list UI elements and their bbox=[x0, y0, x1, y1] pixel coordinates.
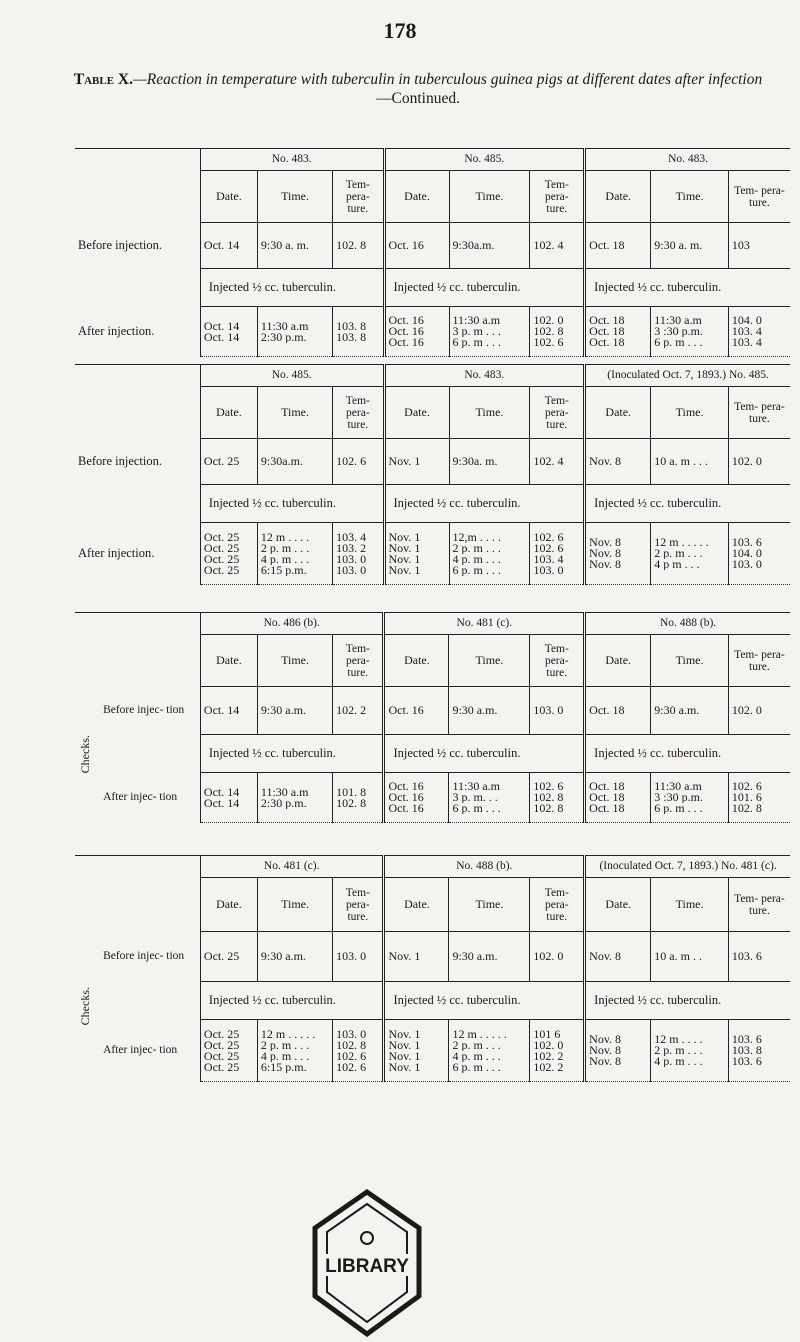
column-header-date: Date. bbox=[200, 878, 257, 932]
after-temp: 103. 4 bbox=[731, 337, 762, 348]
injected-note: Injected ½ cc. tuberculin. bbox=[585, 485, 790, 523]
after-date: Oct. 16 bbox=[388, 326, 424, 337]
after-date: Oct. 16 bbox=[388, 315, 424, 326]
column-header-date: Date. bbox=[200, 171, 257, 223]
after-time: 2 p. m . . . bbox=[452, 1039, 501, 1051]
after-time-cell bbox=[257, 1020, 332, 1082]
group-header: No. 483. bbox=[585, 149, 790, 171]
after-time: 2 p. m . . . bbox=[452, 542, 501, 554]
group-header: No. 488 (b). bbox=[384, 856, 585, 878]
section-table-1 bbox=[75, 148, 790, 357]
before-time: 9:30a.m. bbox=[257, 439, 332, 485]
after-temp: 103. 0 bbox=[336, 553, 367, 565]
column-header-date: Date. bbox=[384, 635, 449, 687]
injected-note: Injected ½ cc. tuberculin. bbox=[200, 735, 384, 773]
checks-label: Checks. bbox=[78, 735, 92, 774]
after-date-cell bbox=[200, 1020, 257, 1082]
after-date: Nov. 1 bbox=[388, 1039, 421, 1051]
after-time: 4 p. m . . . bbox=[452, 1050, 501, 1062]
after-time: 2 p. m . . . bbox=[260, 542, 310, 554]
after-temp-cell bbox=[728, 523, 790, 585]
after-time: 12 m . . . . . bbox=[260, 1028, 316, 1040]
after-temp: 103. 8 bbox=[336, 320, 367, 332]
after-date: Oct. 18 bbox=[589, 337, 625, 348]
before-date: Oct. 14 bbox=[200, 687, 257, 735]
after-date: Oct. 16 bbox=[388, 792, 424, 803]
after-temp-cell bbox=[530, 773, 585, 823]
after-temp: 103. 6 bbox=[731, 1034, 762, 1045]
after-temp: 103. 8 bbox=[336, 331, 367, 343]
after-date: Oct. 18 bbox=[589, 326, 625, 337]
after-temp: 102. 6 bbox=[533, 542, 564, 554]
after-temp-cell bbox=[728, 1020, 790, 1082]
after-time: 11:30 a.m bbox=[260, 320, 309, 332]
injected-note: Injected ½ cc. tuberculin. bbox=[200, 485, 384, 523]
column-header-temp: Tem- pera- ture. bbox=[728, 635, 790, 687]
before-injection-label: Before injec- tion bbox=[100, 687, 200, 735]
group-header: (Inoculated Oct. 7, 1893.) No. 485. bbox=[585, 365, 790, 387]
injected-note: Injected ½ cc. tuberculin. bbox=[585, 735, 790, 773]
after-date: Oct. 18 bbox=[589, 781, 625, 792]
after-time-cell bbox=[651, 773, 729, 823]
after-temp: 102. 6 bbox=[731, 781, 762, 792]
title-tail: —Continued. bbox=[376, 90, 460, 107]
column-header-time: Time. bbox=[257, 387, 332, 439]
before-time: 9:30a.m. bbox=[449, 223, 530, 269]
after-time: 12 m . . . . . bbox=[654, 537, 709, 548]
before-temp: 102. 2 bbox=[333, 687, 384, 735]
after-date: Oct. 25 bbox=[203, 542, 240, 554]
after-date: Oct. 25 bbox=[203, 1039, 240, 1051]
injected-note: Injected ½ cc. tuberculin. bbox=[384, 485, 585, 523]
after-date: Nov. 1 bbox=[388, 564, 421, 576]
after-time: 6 p. m . . . bbox=[452, 564, 501, 576]
after-date: Oct. 25 bbox=[203, 564, 240, 576]
group-header: No. 486 (b). bbox=[200, 613, 384, 635]
before-temp: 102. 0 bbox=[728, 439, 790, 485]
after-temp: 102. 2 bbox=[533, 1061, 564, 1073]
group-header: No. 485. bbox=[200, 365, 384, 387]
after-time: 6:15 p.m. bbox=[260, 1061, 307, 1073]
after-date: Nov. 1 bbox=[388, 531, 421, 543]
after-time: 2 p. m . . . bbox=[260, 1039, 310, 1051]
column-header-temp: Tem- pera- ture. bbox=[333, 171, 384, 223]
after-date-cell bbox=[384, 1020, 449, 1082]
after-temp: 102. 8 bbox=[533, 792, 564, 803]
column-header-temp: Tem- pera- ture. bbox=[333, 878, 384, 932]
column-header-temp: Tem- pera- ture. bbox=[728, 171, 790, 223]
before-date: Oct. 18 bbox=[585, 223, 651, 269]
checks-label: Checks. bbox=[78, 987, 92, 1026]
before-temp: 103 bbox=[728, 223, 790, 269]
injected-note: Injected ½ cc. tuberculin. bbox=[585, 982, 790, 1020]
column-header-date: Date. bbox=[384, 171, 449, 223]
after-temp: 103. 0 bbox=[336, 564, 367, 576]
after-date: Nov. 1 bbox=[388, 542, 421, 554]
after-time: 4 p. m . . . bbox=[452, 553, 501, 565]
after-temp-cell bbox=[728, 307, 790, 357]
group-header: No. 483. bbox=[200, 149, 384, 171]
after-time: 6 p. m . . . bbox=[452, 337, 501, 348]
before-injection-label: Before injection. bbox=[75, 439, 200, 485]
after-date: Oct. 25 bbox=[203, 1050, 240, 1062]
before-temp: 102. 4 bbox=[530, 223, 585, 269]
after-date: Oct. 16 bbox=[388, 781, 424, 792]
after-time: 12 m . . . . bbox=[654, 1034, 703, 1045]
after-time: 3 :30 p.m. bbox=[654, 326, 703, 337]
after-temp: 101. 6 bbox=[731, 792, 762, 803]
after-temp-cell bbox=[333, 307, 384, 357]
after-date: Oct. 14 bbox=[203, 331, 240, 343]
before-date: Oct. 14 bbox=[200, 223, 257, 269]
after-temp: 102. 8 bbox=[533, 326, 564, 337]
before-date: Oct. 16 bbox=[384, 687, 449, 735]
section-table-3 bbox=[75, 612, 790, 823]
before-time: 9:30 a.m. bbox=[449, 932, 530, 982]
after-temp: 102. 2 bbox=[533, 1050, 564, 1062]
after-temp: 102. 8 bbox=[731, 803, 762, 814]
column-header-temp: Tem- pera- ture. bbox=[728, 387, 790, 439]
after-date: Oct. 14 bbox=[203, 797, 240, 809]
after-time: 12 m . . . . . bbox=[452, 1028, 507, 1040]
group-header: No. 488 (b). bbox=[585, 613, 790, 635]
column-header-time: Time. bbox=[651, 387, 729, 439]
column-header-time: Time. bbox=[257, 171, 332, 223]
page-number: 178 bbox=[383, 18, 417, 43]
after-temp: 102. 6 bbox=[533, 781, 564, 792]
after-date: Oct. 14 bbox=[203, 320, 240, 332]
after-date: Nov. 1 bbox=[388, 1061, 421, 1073]
after-time-cell bbox=[449, 307, 530, 357]
after-temp: 102. 6 bbox=[336, 1061, 367, 1073]
column-header-time: Time. bbox=[449, 878, 530, 932]
injected-note: Injected ½ cc. tuberculin. bbox=[384, 982, 585, 1020]
after-temp-cell bbox=[333, 773, 384, 823]
column-header-time: Time. bbox=[257, 878, 332, 932]
group-header: No. 481 (c). bbox=[200, 856, 384, 878]
after-time: 4 p. m . . . bbox=[654, 1056, 703, 1067]
after-time: 4 p. m . . . bbox=[260, 553, 310, 565]
before-time: 9:30 a. m. bbox=[651, 223, 729, 269]
after-date-cell bbox=[384, 307, 449, 357]
after-date: Nov. 8 bbox=[589, 1056, 622, 1067]
after-time: 4 p. m . . . bbox=[260, 1050, 310, 1062]
after-date-cell bbox=[585, 1020, 651, 1082]
before-time: 10 a. m . . . bbox=[651, 439, 729, 485]
after-time: 12,m . . . . bbox=[452, 531, 501, 543]
after-date: Oct. 25 bbox=[203, 553, 240, 565]
after-time: 3 p. m. . . bbox=[452, 792, 498, 803]
column-header-date: Date. bbox=[585, 171, 651, 223]
before-temp: 103. 6 bbox=[728, 932, 790, 982]
after-time: 6:15 p.m. bbox=[260, 564, 307, 576]
after-date-cell bbox=[384, 523, 449, 585]
after-temp: 102. 0 bbox=[533, 315, 564, 326]
before-temp: 102. 6 bbox=[333, 439, 384, 485]
column-header-date: Date. bbox=[200, 387, 257, 439]
after-date-cell bbox=[585, 523, 651, 585]
after-date: Nov. 8 bbox=[589, 1034, 622, 1045]
column-header-date: Date. bbox=[585, 387, 651, 439]
after-time: 3 p. m . . . bbox=[452, 326, 501, 337]
after-temp-cell bbox=[333, 1020, 384, 1082]
section-table-4 bbox=[75, 855, 790, 1082]
after-date: Oct. 14 bbox=[203, 786, 240, 798]
after-time: 3 :30 p.m. bbox=[654, 792, 703, 803]
after-time: 6 p. m . . . bbox=[654, 803, 703, 814]
section-table-2 bbox=[75, 364, 790, 585]
after-date: Nov. 1 bbox=[388, 553, 421, 565]
after-date-cell bbox=[200, 307, 257, 357]
after-time-cell bbox=[257, 307, 332, 357]
after-time-cell bbox=[449, 773, 530, 823]
after-time: 2 p. m . . . bbox=[654, 548, 703, 559]
after-time: 11:30 a.m bbox=[654, 781, 702, 792]
before-temp: 103. 0 bbox=[333, 932, 384, 982]
column-header-date: Date. bbox=[200, 635, 257, 687]
after-date: Oct. 25 bbox=[203, 1061, 240, 1073]
after-time-cell bbox=[449, 1020, 530, 1082]
after-time: 6 p. m . . . bbox=[452, 803, 501, 814]
after-temp-cell bbox=[530, 307, 585, 357]
before-time: 9:30 a.m. bbox=[651, 687, 729, 735]
before-injection-label: Before injec- tion bbox=[100, 932, 200, 982]
before-time: 9:30 a.m. bbox=[257, 932, 332, 982]
after-temp: 102. 6 bbox=[533, 337, 564, 348]
before-temp: 102. 0 bbox=[530, 932, 585, 982]
after-time: 2:30 p.m. bbox=[260, 331, 307, 343]
before-date: Oct. 25 bbox=[200, 932, 257, 982]
after-time: 6 p. m . . . bbox=[654, 337, 703, 348]
column-header-temp: Tem- pera- ture. bbox=[530, 635, 585, 687]
before-time: 9:30 a.m. bbox=[449, 687, 530, 735]
after-time: 11:30 a.m bbox=[452, 315, 501, 326]
group-header: No. 485. bbox=[384, 149, 585, 171]
before-temp: 102. 4 bbox=[530, 439, 585, 485]
column-header-date: Date. bbox=[384, 878, 449, 932]
column-header-temp: Tem- pera- ture. bbox=[333, 387, 384, 439]
after-date: Oct. 16 bbox=[388, 803, 424, 814]
after-temp: 103. 6 bbox=[731, 1056, 762, 1067]
before-temp: 102. 0 bbox=[728, 687, 790, 735]
after-date: Oct. 16 bbox=[388, 337, 424, 348]
before-date: Nov. 1 bbox=[384, 439, 449, 485]
after-temp: 104. 0 bbox=[731, 548, 762, 559]
after-time: 2 p. m . . . bbox=[654, 1045, 703, 1056]
after-time-cell bbox=[651, 307, 729, 357]
before-date: Nov. 8 bbox=[585, 932, 651, 982]
after-time: 6 p. m . . . bbox=[452, 1061, 501, 1073]
before-date: Oct. 16 bbox=[384, 223, 449, 269]
after-temp: 101 6 bbox=[533, 1028, 561, 1040]
column-header-time: Time. bbox=[449, 171, 530, 223]
after-date: Oct. 18 bbox=[589, 792, 625, 803]
injected-note: Injected ½ cc. tuberculin. bbox=[585, 269, 790, 307]
after-temp: 102. 6 bbox=[533, 531, 564, 543]
after-temp: 103. 2 bbox=[336, 542, 367, 554]
after-temp: 103. 4 bbox=[336, 531, 367, 543]
after-time: 11:30 a.m bbox=[654, 315, 702, 326]
column-header-time: Time. bbox=[449, 387, 530, 439]
before-time: 9:30 a. m. bbox=[257, 223, 332, 269]
before-time: 10 a. m . . bbox=[651, 932, 729, 982]
before-date: Nov. 8 bbox=[585, 439, 651, 485]
after-date: Nov. 8 bbox=[589, 548, 622, 559]
column-header-temp: Tem- pera- ture. bbox=[728, 878, 790, 932]
after-date: Oct. 18 bbox=[589, 803, 625, 814]
before-date: Oct. 18 bbox=[585, 687, 651, 735]
after-date: Oct. 25 bbox=[203, 1028, 240, 1040]
after-date: Nov. 1 bbox=[388, 1028, 421, 1040]
after-temp-cell bbox=[333, 523, 384, 585]
after-date-cell bbox=[200, 523, 257, 585]
after-date: Oct. 25 bbox=[203, 531, 240, 543]
column-header-time: Time. bbox=[651, 878, 729, 932]
after-time: 4 p m . . . bbox=[654, 559, 700, 570]
before-time: 9:30 a.m. bbox=[257, 687, 332, 735]
column-header-date: Date. bbox=[384, 387, 449, 439]
after-temp-cell bbox=[530, 523, 585, 585]
after-injection-label: After injec- tion bbox=[100, 1020, 200, 1082]
after-time: 2:30 p.m. bbox=[260, 797, 307, 809]
after-time-cell bbox=[651, 523, 729, 585]
after-injection-label: After injection. bbox=[75, 523, 200, 585]
column-header-time: Time. bbox=[651, 171, 729, 223]
after-date: Nov. 1 bbox=[388, 1050, 421, 1062]
injected-note: Injected ½ cc. tuberculin. bbox=[384, 269, 585, 307]
group-header: No. 481 (c). bbox=[384, 613, 585, 635]
before-temp: 102. 8 bbox=[333, 223, 384, 269]
after-time: 11:30 a.m bbox=[452, 781, 500, 792]
after-date-cell bbox=[200, 773, 257, 823]
title-lead: Table X. bbox=[73, 71, 133, 88]
before-date: Oct. 25 bbox=[200, 439, 257, 485]
injected-note: Injected ½ cc. tuberculin. bbox=[384, 735, 585, 773]
after-time: 11:30 a.m bbox=[260, 786, 309, 798]
before-temp: 103. 0 bbox=[530, 687, 585, 735]
after-temp: 103. 0 bbox=[336, 1028, 367, 1040]
after-time: 12 m . . . . bbox=[260, 531, 310, 543]
after-date: Nov. 8 bbox=[589, 1045, 622, 1056]
group-header: No. 483. bbox=[384, 365, 585, 387]
column-header-temp: Tem- pera- ture. bbox=[530, 878, 585, 932]
after-injection-label: After injection. bbox=[75, 307, 200, 357]
column-header-time: Time. bbox=[651, 635, 729, 687]
column-header-temp: Tem- pera- ture. bbox=[530, 171, 585, 223]
column-header-time: Time. bbox=[449, 635, 530, 687]
column-header-date: Date. bbox=[585, 878, 651, 932]
after-time-cell bbox=[257, 773, 332, 823]
after-date: Nov. 8 bbox=[589, 537, 622, 548]
after-time-cell bbox=[449, 523, 530, 585]
after-temp: 102. 0 bbox=[533, 1039, 564, 1051]
after-temp: 103. 6 bbox=[731, 537, 762, 548]
after-temp-cell bbox=[728, 773, 790, 823]
after-time-cell bbox=[257, 523, 332, 585]
after-temp: 103. 4 bbox=[731, 326, 762, 337]
after-temp: 102. 8 bbox=[336, 1039, 367, 1051]
after-temp: 102. 8 bbox=[336, 797, 367, 809]
after-date: Oct. 18 bbox=[589, 315, 625, 326]
after-temp: 103. 0 bbox=[731, 559, 762, 570]
column-header-time: Time. bbox=[257, 635, 332, 687]
injected-note: Injected ½ cc. tuberculin. bbox=[200, 269, 384, 307]
column-header-date: Date. bbox=[585, 635, 651, 687]
injected-note: Injected ½ cc. tuberculin. bbox=[200, 982, 384, 1020]
after-temp: 102. 6 bbox=[336, 1050, 367, 1062]
after-temp: 101. 8 bbox=[336, 786, 367, 798]
group-header: (Inoculated Oct. 7, 1893.) No. 481 (c). bbox=[585, 856, 790, 878]
after-time-cell bbox=[651, 1020, 729, 1082]
after-temp: 102. 8 bbox=[533, 803, 564, 814]
before-injection-label: Before injection. bbox=[75, 223, 200, 269]
stamp-text: LIBRARY bbox=[325, 1256, 409, 1277]
before-date: Nov. 1 bbox=[384, 932, 449, 982]
title-italic: —Reaction in temperature with tuberculin in tuberculous guinea pigs at different dates after infection bbox=[133, 71, 763, 88]
after-temp: 104. 0 bbox=[731, 315, 762, 326]
after-date-cell bbox=[585, 307, 651, 357]
after-temp: 103. 4 bbox=[533, 553, 564, 565]
after-temp-cell bbox=[530, 1020, 585, 1082]
after-date-cell bbox=[585, 773, 651, 823]
after-temp: 103. 8 bbox=[731, 1045, 762, 1056]
before-time: 9:30a. m. bbox=[449, 439, 530, 485]
library-stamp-icon bbox=[307, 1188, 427, 1338]
column-header-temp: Tem- pera- ture. bbox=[333, 635, 384, 687]
column-header-temp: Tem- pera- ture. bbox=[530, 387, 585, 439]
after-date-cell bbox=[384, 773, 449, 823]
table-title bbox=[68, 70, 768, 108]
after-injection-label: After injec- tion bbox=[100, 773, 200, 823]
after-temp: 103. 0 bbox=[533, 564, 564, 576]
after-date: Nov. 8 bbox=[589, 559, 622, 570]
